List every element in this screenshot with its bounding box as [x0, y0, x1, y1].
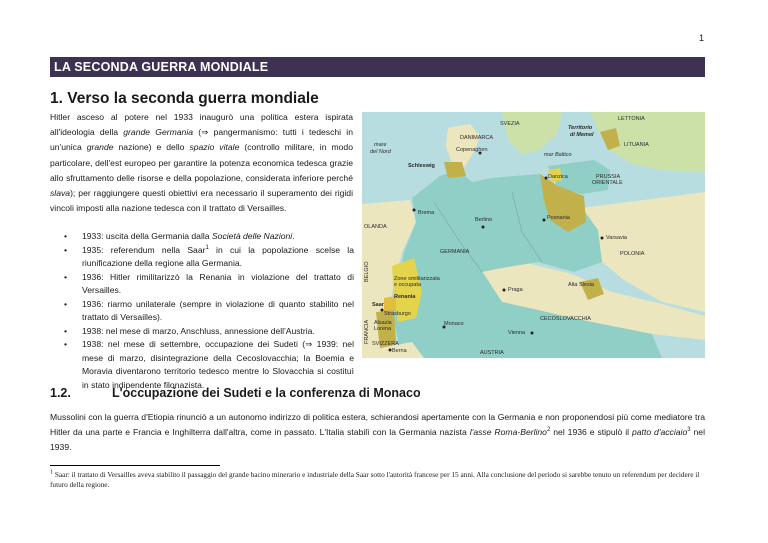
map-label-mare-2: del Nord: [370, 149, 391, 155]
footnote-text: Saar: il trattato di Versailles aveva stabilito il passaggio del grande bacino minerario e industriale della Saar sotto l'autorità francese per 15 anni. Alla conclusione del periodo si sarebbe tenuto un referendum per decidere il futuro della regione.: [50, 470, 700, 489]
map-label-francia: FRANCIA: [364, 319, 370, 344]
city-dot-praga: [503, 289, 506, 292]
map-label-territorio-2: di Memel: [570, 132, 594, 138]
list-item: [64, 230, 354, 244]
list-item-text: .: [292, 231, 295, 241]
map-label-strasburgo: Strasburgo: [384, 311, 411, 317]
intro-text: nazione) e dello: [113, 142, 190, 153]
body-text: nel 1939.: [50, 427, 705, 453]
map-label-alsazia: Alsazia: [374, 320, 392, 326]
map-label-mar-baltico: mar Baltico: [544, 152, 572, 158]
body-paragraph: [50, 410, 705, 456]
map-label-renania: Renania: [394, 294, 416, 300]
map-label-monaco: Monaco: [444, 321, 464, 327]
footnote-separator: [50, 465, 220, 466]
list-item: • 1938: nel mese di settembre, occupazione dei Sudeti (⇒ 1939: nel mese di marzo, disintegrazione della Cecoslovacchia; la Boemia e Moravia diventarono territorio tedesco mentre lo Slovacchia si costituì in stato indipendente filonazista.: [64, 338, 354, 392]
map-label-zone-1: Zone smilitarizzata: [394, 276, 440, 282]
footnote-ref[interactable]: 1: [205, 244, 209, 251]
map-label-danzica: Danzica: [548, 174, 568, 180]
city-dot-vienna: [531, 332, 534, 335]
map-label-prussia-1: PRUSSIA: [596, 174, 621, 180]
city-dot-varsavia: [601, 237, 604, 240]
map-label-svizzera: SVIZZERA: [372, 341, 399, 347]
intro-emphasis: spazio vitale: [189, 142, 240, 153]
body-emphasis: l'asse Roma-Berlino: [469, 427, 547, 438]
city-dot-posnania: [543, 219, 546, 222]
intro-emphasis: grande Germania: [123, 127, 194, 138]
map-label-praga: Praga: [508, 287, 523, 293]
intro-emphasis: grande: [86, 142, 114, 153]
map-label-saar: Saar: [372, 302, 384, 308]
map-label-polonia: POLONIA: [620, 251, 645, 257]
heading-1-2: [50, 386, 421, 400]
map-label-mare-1: mare: [374, 142, 387, 148]
page-number: 1: [698, 33, 704, 43]
map-label-territorio-1: Territorio: [568, 125, 593, 131]
city-dot-berlino: [482, 226, 485, 229]
list-item: [64, 244, 354, 271]
list-item-text: 1933: uscita della Germania dalla: [82, 231, 212, 241]
list-item: • 1938: nel mese di marzo, Anschluss, annessione dell'Austria.: [64, 325, 354, 339]
map-label-copenaghen: Copenaghen: [456, 147, 488, 153]
map-label-zone-2: e occupata: [394, 282, 421, 288]
footnote-number: 1: [50, 469, 53, 476]
body-text: Mussolini con la guerra d'Etiopia rinunciò a un autonomo indirizzo di politica estera, schierandosi apertamente con la Germania e non proponendosi più come mediatore tra Hitler da una parte e Francia e Inghilterra dall'altra, come in passato. L'Italia stabilì con la Germania nazista: [50, 412, 705, 438]
map-label-schleswig: Schleswig: [408, 163, 435, 169]
footnote: [50, 470, 705, 490]
map-label-lorena: Lorena: [374, 326, 392, 332]
city-dot-brema: [413, 209, 416, 212]
body-emphasis: patto d'acciaio: [632, 427, 688, 438]
map-label-danimarca: DANIMARCA: [460, 135, 494, 141]
heading-1: 1. Verso la seconda guerra mondiale: [50, 90, 319, 107]
map-label-austria: AUSTRIA: [480, 350, 504, 356]
list-item-text: 1935: referendum nella Saar: [82, 244, 206, 255]
map-germany-1939: [362, 112, 705, 358]
list-item: • 1936: Hitler rimilitarizzò la Renania in violazione del trattato di Versailles.: [64, 271, 354, 298]
map-label-cecoslovacchia: CECOSLOVACCHIA: [540, 316, 591, 322]
intro-text: Hitler asceso al potere nel 1933 inaugurò una politica estera ispirata all'ideologia della: [50, 112, 353, 138]
footnote-ref[interactable]: 3: [687, 427, 691, 434]
map-label-alta-slesia: Alta Slesia: [568, 282, 594, 288]
intro-emphasis: slava: [50, 188, 71, 199]
list-item: • 1936: riarmo unilaterale (sempre in violazione di quanto stabilito nel trattato di Versailles).: [64, 298, 354, 325]
heading-number: 1.2.: [50, 386, 71, 400]
map-label-olanda: OLANDA: [364, 224, 387, 230]
map-label-svezia: SVEZIA: [500, 121, 520, 127]
intro-text: (⇒ pangermanismo: tutti i tedeschi in un'unica: [50, 127, 353, 153]
map-label-varsavia: Varsavia: [606, 235, 627, 241]
map-label-berlino: Berlino: [475, 217, 493, 223]
list-item-text: in cui la popolazione scelse la riunificazione della regione alla Germania.: [82, 244, 354, 268]
list-item-emphasis: Società delle Nazioni: [211, 231, 293, 241]
map-label-prussia-2: ORIENTALE: [592, 180, 623, 186]
map-label-germania: GERMANIA: [440, 249, 470, 255]
map-label-lettonia: LETTONIA: [618, 116, 645, 122]
footnote-ref[interactable]: 2: [546, 427, 551, 434]
section-title-bar: LA SECONDA GUERRA MONDIALE: [50, 57, 705, 77]
heading-text: L'occupazione dei Sudeti e la conferenza di Monaco: [112, 386, 421, 400]
intro-text: ); per raggiungere questi obiettivi era necessario il superamento dei rigidi vincoli imposti alla nazione tedesca con il trattato di Versailles.: [50, 188, 353, 214]
map-label-posnania: Posnania: [547, 215, 570, 221]
map-label-berna: Berna: [392, 348, 407, 354]
intro-text: (controllo militare, in modo particolare, dell'est europeo per garantire la potenza economica tedesca grazie allo sfruttamento delle risorse e della popolazione, considerata inferiore perché: [50, 142, 353, 183]
map-label-vienna: Vienna: [508, 330, 526, 336]
map-label-brema: Brema: [418, 210, 435, 216]
intro-paragraph: [50, 110, 353, 216]
map-label-lituania: LITUANIA: [624, 142, 649, 148]
map-label-belgio: BELGIO: [364, 261, 370, 282]
body-text: nel 1936 e stipulò il: [550, 427, 632, 438]
events-list: [64, 230, 354, 392]
